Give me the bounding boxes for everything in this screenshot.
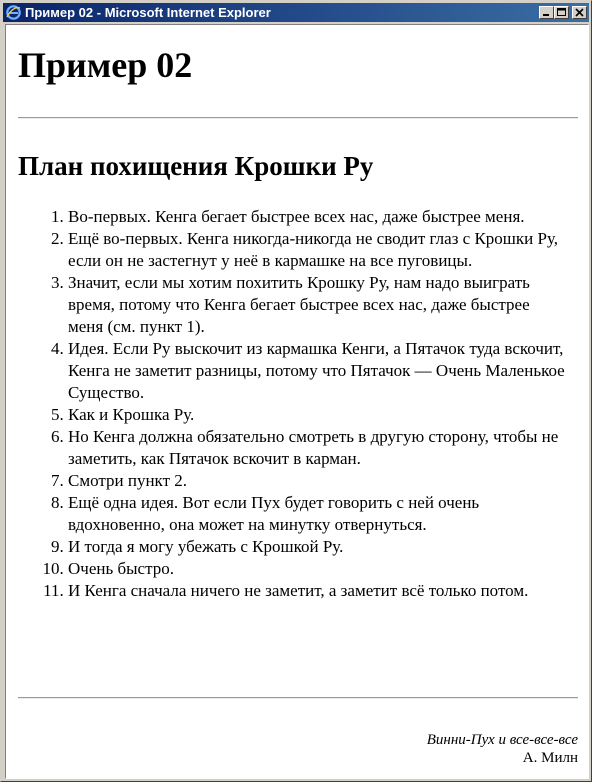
list-item: 7. Смотри пункт 2. [68, 470, 566, 492]
book-title: Винни-Пух и все-все-все [426, 732, 578, 748]
window-title: Пример 02 - Microsoft Internet Explorer [25, 5, 271, 20]
minimize-button[interactable] [539, 6, 554, 19]
list-item: 11. И Кенга сначала ничего не заметит, а заметит всё только потом. [68, 580, 566, 602]
list-item: 6. Но Кенга должна обязательно смотреть в другую сторону, чтобы не заметить, как Пятачок вскочит в карман. [68, 426, 566, 470]
section-heading: План похищения Крошки Ру [18, 151, 374, 181]
list-item: 4. Идея. Если Ру выскочит из кармашка Кенги, а Пятачок туда вскочит, Кенга не заметит разницы, потому что Пятачок — Очень Маленькое Существо. [68, 338, 566, 404]
title-bar[interactable] [3, 3, 589, 22]
list-item: 9. И тогда я могу убежать с Крошкой Ру. [68, 536, 566, 558]
close-button[interactable] [572, 6, 587, 19]
page-viewport[interactable] [5, 24, 589, 779]
maximize-icon [557, 8, 566, 17]
minimize-icon [542, 8, 551, 17]
list-item: 3. Значит, если мы хотим похитить Крошку Ру, нам надо выиграть время, потому что Кенга бегает быстрее всех нас, даже быстрее меня (см. пункт 1). [68, 272, 566, 338]
list-item: 1. Во-первых. Кенга бегает быстрее всех нас, даже быстрее меня. [68, 206, 566, 228]
signature [427, 731, 578, 767]
list-item: 10. Очень быстро. [68, 558, 566, 580]
close-icon [575, 8, 584, 17]
top-divider [18, 117, 578, 119]
page-body [6, 25, 588, 778]
list-item: 2. Ещё во-первых. Кенга никогда-никогда не сводит глаз с Крошки Ру, если он не застегнут у неё в кармашке на все пуговицы. [68, 228, 566, 272]
ie-icon [6, 5, 21, 20]
maximize-button[interactable] [554, 6, 569, 19]
bottom-divider [18, 697, 578, 699]
author-name: А. Милн [522, 750, 578, 766]
page-title: Пример 02 [18, 45, 193, 85]
list-item: 5. Как и Крошка Ру. [68, 404, 566, 426]
list-item: 8. Ещё одна идея. Вот если Пух будет говорить с ней очень вдохновенно, она может на минутку отвернуться. [68, 492, 566, 536]
plan-list [6, 206, 566, 602]
